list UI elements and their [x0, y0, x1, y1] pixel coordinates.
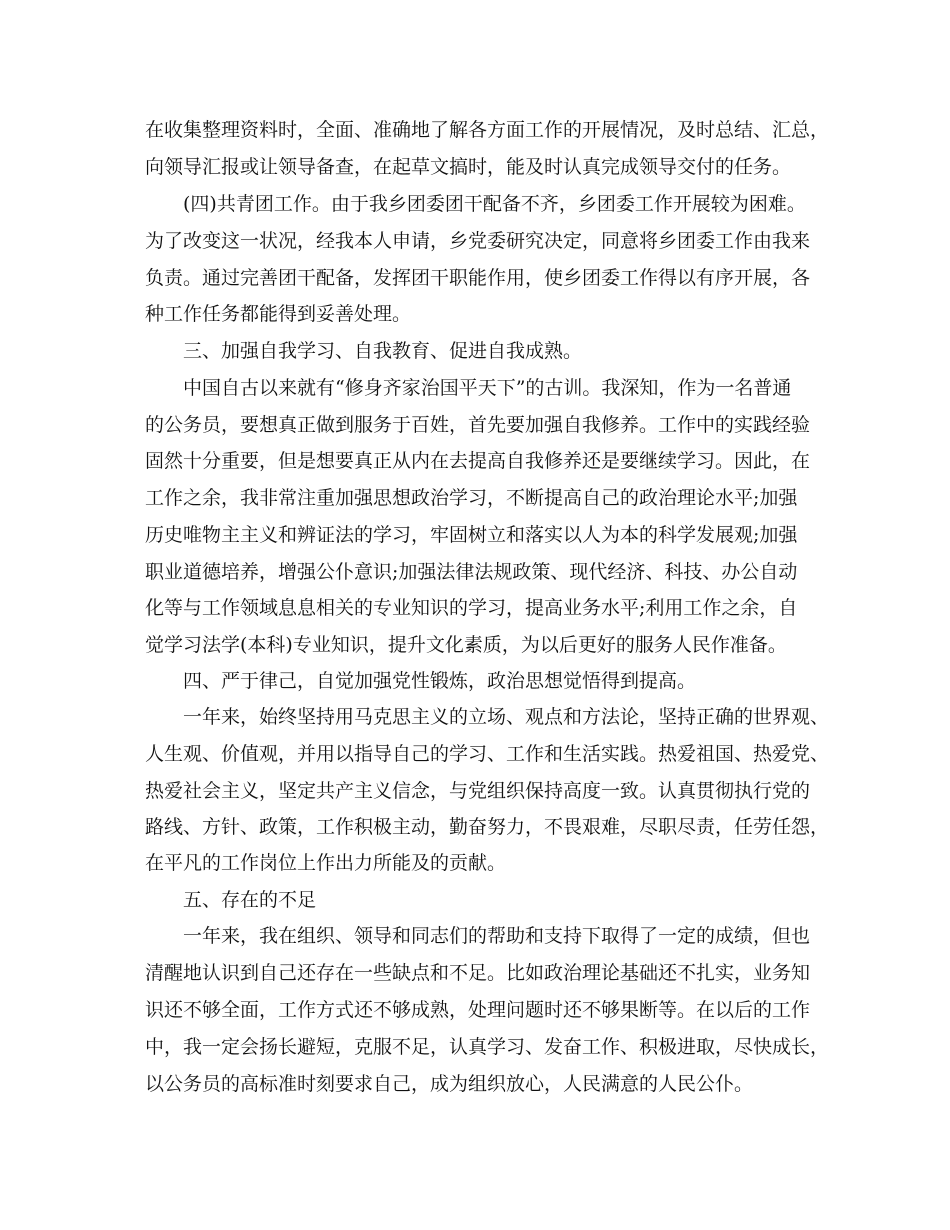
text-line: 的公务员，要想真正做到服务于百姓，首先要加强自我修养。工作中的实践经验: [145, 414, 811, 436]
section-heading: 三、加强自我学习、自我教育、促进自我成熟。: [183, 340, 583, 362]
text-line: 职业道德培养，增强公仆意识;加强法律法规政策、现代经济、科技、办公自动: [145, 561, 798, 583]
text-line: 路线、方针、政策，工作积极主动，勤奋努力，不畏艰难，尽职尽责，任劳任怨，: [145, 816, 830, 838]
text-line: 在收集整理资料时，全面、准确地了解各方面工作的开展情况，及时总结、汇总，: [145, 119, 830, 141]
section-heading: 五、存在的不足: [183, 889, 317, 911]
text-line: 人生观、价值观，并用以指导自己的学习、工作和生活实践。热爱祖国、热爱党、: [145, 743, 830, 765]
text-line: 一年来，始终坚持用马克思主义的立场、观点和方法论，坚持正确的世界观、: [183, 706, 830, 728]
text-line: 固然十分重要，但是想要真正从内在去提高自我修养还是要继续学习。因此，在: [145, 450, 811, 472]
text-line: 清醒地认识到自己还存在一些缺点和不足。比如政治理论基础还不扎实，业务知: [145, 962, 811, 984]
text-line: 以公务员的高标准时刻要求自己，成为组织放心，人民满意的人民公仆。: [145, 1073, 754, 1095]
text-line: 觉学习法学(本科)专业知识，提升文化素质，为以后更好的服务人民作准备。: [145, 634, 787, 656]
text-line: 中，我一定会扬长避短，克服不足，认真学习、发奋工作、积极进取，尽快成长，: [145, 1036, 830, 1058]
text-line: 工作之余，我非常注重加强思想政治学习，不断提高自己的政治理论水平;加强: [145, 487, 798, 509]
text-line: 中国自古以来就有“修身齐家治国平天下”的古训。我深知，作为一名普通: [183, 377, 792, 399]
text-line: 向领导汇报或让领导备查，在起草文搞时，能及时认真完成领导交付的任务。: [145, 156, 792, 178]
text-line: 为了改变这一状况，经我本人申请，乡党委研究决定，同意将乡团委工作由我来: [145, 230, 811, 252]
text-line: 历史唯物主主义和辨证法的学习，牢固树立和落实以人为本的科学发展观;加强: [145, 524, 798, 546]
text-line: 识还不够全面，工作方式还不够成熟，处理问题时还不够果断等。在以后的工作: [145, 999, 811, 1021]
text-line: 一年来，我在组织、领导和同志们的帮助和支持下取得了一定的成绩，但也: [183, 925, 811, 947]
text-line: (四)共青团工作。由于我乡团委团干配备不齐，乡团委工作开展较为困难。: [183, 193, 806, 215]
section-heading: 四、严于律己，自觉加强党性锻炼，政治思想觉悟得到提高。: [183, 670, 697, 692]
text-line: 种工作任务都能得到妥善处理。: [145, 303, 412, 325]
text-line: 化等与工作领域息息相关的专业知识的学习，提高业务水平;利用工作之余，自: [145, 597, 798, 619]
text-line: 热爱社会主义，坚定共产主义信念，与党组织保持高度一致。认真贯彻执行党的: [145, 780, 811, 802]
text-line: 负责。通过完善团干配备，发挥团干职能作用，使乡团委工作得以有序开展，各: [145, 267, 811, 289]
text-line: 在平凡的工作岗位上作出力所能及的贡献。: [145, 852, 507, 874]
